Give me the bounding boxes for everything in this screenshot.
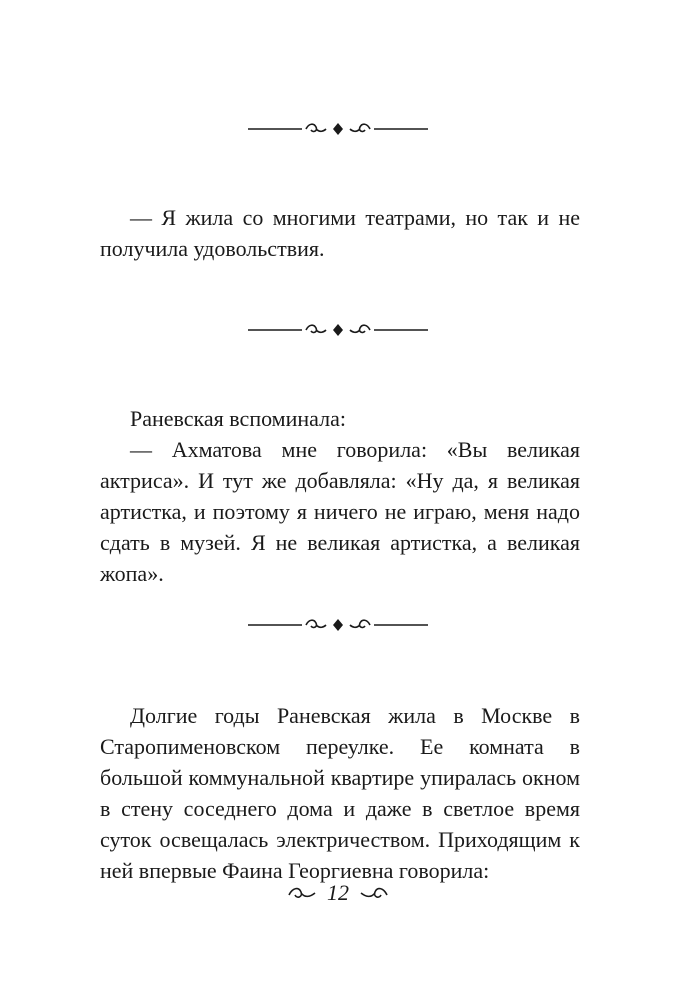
divider-flourish-icon — [248, 318, 428, 342]
text-section-1 — [100, 202, 580, 264]
left-flourish-icon — [287, 883, 317, 903]
divider-flourish-icon — [248, 613, 428, 637]
section-divider-ornament — [0, 117, 676, 141]
paragraph: Раневская вспоминала: — [130, 406, 346, 431]
right-flourish-icon — [359, 883, 389, 903]
section-divider-ornament — [0, 318, 676, 342]
section-divider-ornament — [0, 613, 676, 637]
divider-flourish-icon — [248, 117, 428, 141]
paragraph: — Я жила со многими театрами, но так и не получила удовольствия. — [100, 205, 580, 261]
page-number-footer — [0, 876, 676, 910]
text-section-3 — [100, 700, 580, 886]
page-number: 12 — [327, 880, 349, 905]
paragraph: — Ахматова мне говорила: «Вы великая актриса». И тут же добавляла: «Ну да, я великая артистка, и поэтому я ничего не играю, меня надо сдать в музей. Я не великая артистка, а великая жопа». — [100, 437, 580, 586]
paragraph: Долгие годы Раневская жила в Москве в Старопименовском переулке. Ее комната в большой коммунальной квартире упиралась окном в стену соседнего дома и даже в светлое время суток освещалась электричеством. Приходящим к ней впервые Фаина Георгиевна говорила: — [100, 703, 580, 883]
text-section-2 — [100, 403, 580, 589]
